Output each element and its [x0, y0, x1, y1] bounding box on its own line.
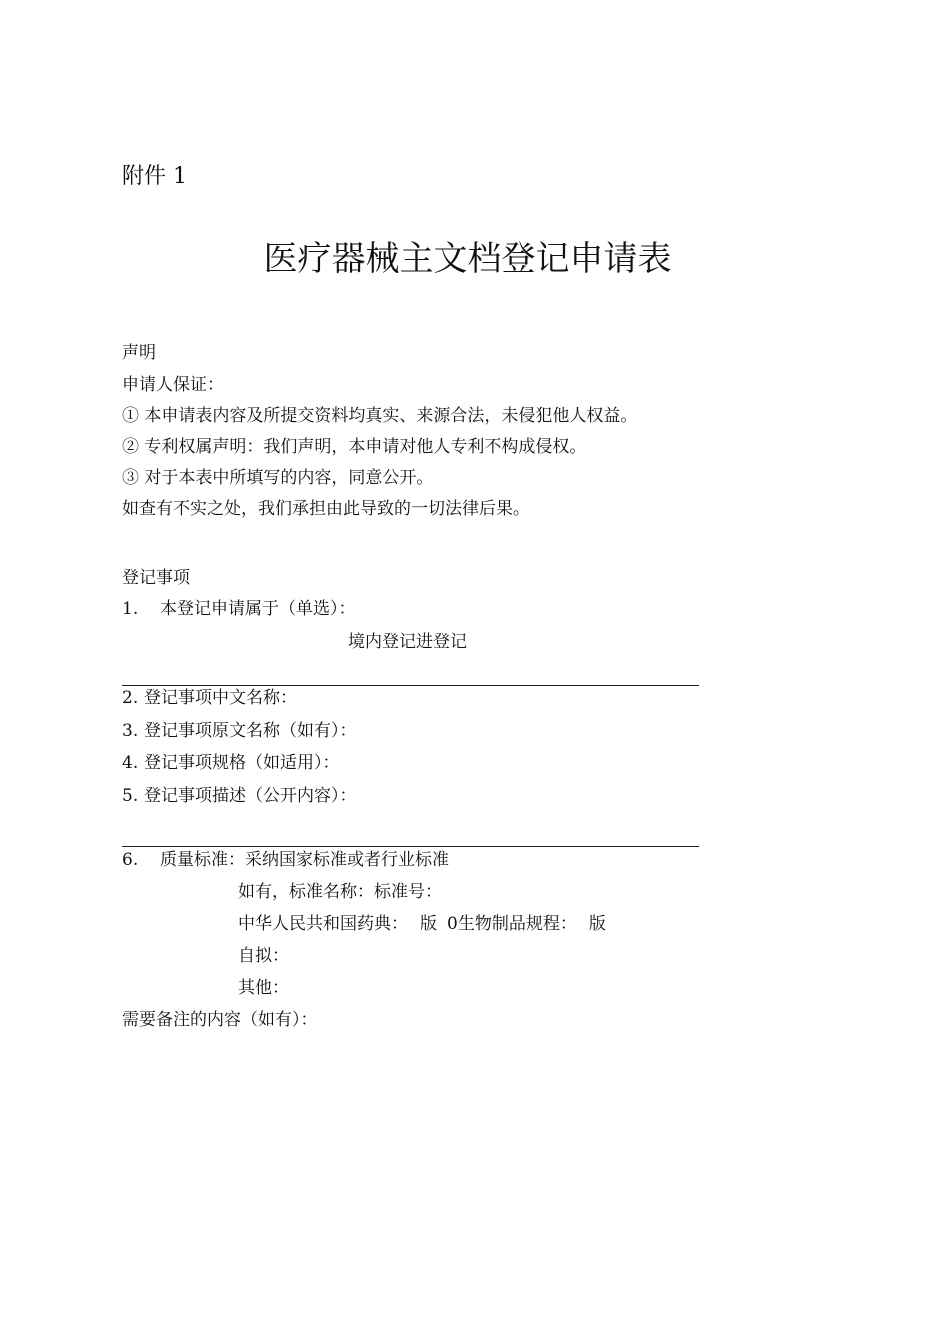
- item-number: 2.: [122, 688, 139, 708]
- standard-name-line: 如有，标准名称：标准号：: [238, 882, 442, 902]
- registration-item-3: [122, 720, 357, 742]
- declaration-closing: 如查有不实之处，我们承担由此导致的一切法律后果。: [122, 499, 530, 519]
- divider-line: [122, 685, 699, 686]
- declaration-item-2: ② 专利权属声明：我们声明，本申请对他人专利不构成侵权。: [122, 437, 587, 457]
- declaration-heading: 声明: [122, 343, 156, 363]
- item-label: 登记事项规格（如适用）：: [144, 753, 340, 773]
- declaration-intro: 申请人保证：: [122, 375, 224, 395]
- remarks-line: 需要备注的内容（如有）：: [122, 1010, 318, 1030]
- divider-line: [122, 846, 699, 847]
- attachment-label: 附件 1: [122, 164, 187, 189]
- registration-item-4: [122, 752, 340, 774]
- self-drafted-line: 自拟：: [238, 946, 289, 966]
- item-number: 1.: [122, 599, 139, 619]
- item-label: 登记事项描述（公开内容）：: [144, 786, 357, 806]
- registration-item-5: [122, 785, 357, 807]
- other-line: 其他：: [238, 978, 289, 998]
- registration-heading: 登记事项: [122, 568, 190, 588]
- item-number: 3.: [122, 721, 139, 741]
- edition-label: 版: [420, 914, 437, 934]
- registration-item-2: [122, 687, 297, 709]
- item-label: 登记事项原文名称（如有）：: [144, 721, 357, 741]
- registration-item-6: [122, 849, 449, 871]
- registration-option: 境内登记进登记: [348, 632, 467, 652]
- declaration-item-3: ③ 对于本表中所填写的内容，同意公开。: [122, 468, 434, 488]
- pharmacopoeia-label: 中华人民共和国药典：: [238, 914, 408, 934]
- registration-item-1: [122, 598, 356, 620]
- item-label: 本登记申请属于（单选）：: [160, 599, 356, 619]
- item-number: 4.: [122, 753, 139, 773]
- biologics-label: 0生物制品规程：: [447, 914, 577, 934]
- item-number: 6.: [122, 850, 139, 870]
- declaration-item-1: ① 本申请表内容及所提交资料均真实、来源合法，未侵犯他人权益。: [122, 406, 638, 426]
- edition-label: 版: [588, 914, 606, 934]
- page-title: 医疗器械主文档登记申请表: [263, 239, 672, 279]
- item-label: 登记事项中文名称：: [144, 688, 297, 708]
- pharmacopoeia-line: [238, 913, 606, 935]
- item-number: 5.: [122, 786, 139, 806]
- item-label: 质量标准：采纳国家标准或者行业标准: [160, 850, 449, 870]
